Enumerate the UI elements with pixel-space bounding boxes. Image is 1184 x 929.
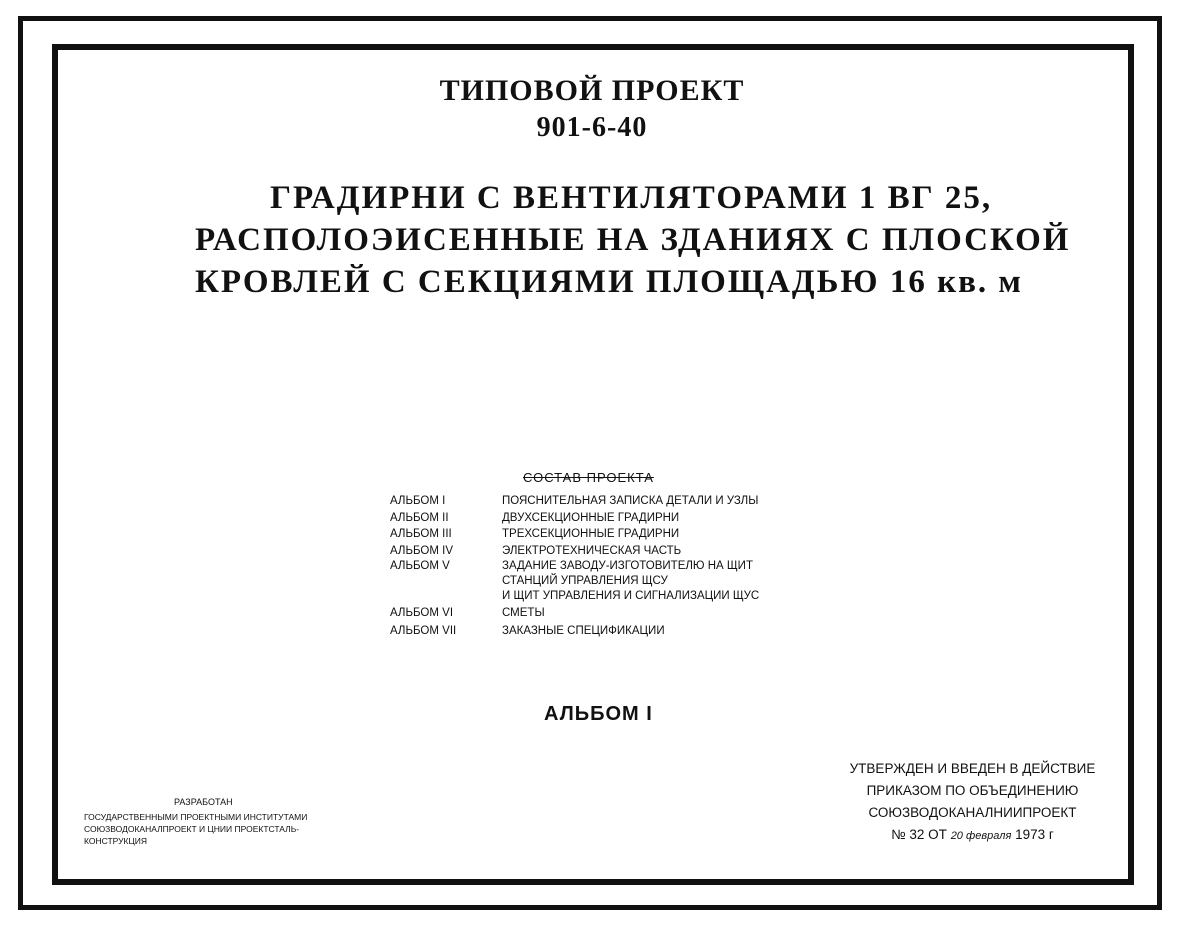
approval-order	[840, 824, 1105, 847]
approval-line-2: ПРИКАЗОМ ПО ОБЪЕДИНЕНИЮ	[866, 783, 1079, 798]
album-desc: ТРЕХСЕКЦИОННЫЕ ГРАДИРНИ	[502, 528, 680, 540]
developer-line-1: ГОСУДАРСТВЕННЫМИ ПРОЕКТНЫМИ ИНСТИТУТАМИ	[84, 812, 308, 822]
order-date: 20 февраля	[950, 830, 1012, 842]
album-name: АЛЬБОМ VI	[390, 607, 454, 619]
album-desc: ЗАДАНИЕ ЗАВОДУ-ИЗГОТОВИТЕЛЮ НА ЩИТ	[502, 560, 753, 572]
album-desc: ПОЯСНИТЕЛЬНАЯ ЗАПИСКА ДЕТАЛИ И УЗЛЫ	[502, 495, 759, 507]
title-line-3: КРОВЛЕЙ С СЕКЦИЯМИ ПЛОЩАДЬЮ 16 кв. м	[195, 264, 1023, 300]
album-desc: И ЩИТ УПРАВЛЕНИЯ И СИГНАЛИЗАЦИИ ЩУС	[502, 590, 760, 602]
developer-block	[84, 796, 307, 847]
composition-title: СОСТАВ ПРОЕКТА	[523, 470, 654, 485]
project-type: ТИПОВОЙ ПРОЕКТ	[439, 74, 745, 107]
approval-line-3: СОЮЗВОДОКАНАЛНИИПРОЕКТ	[868, 805, 1077, 820]
developer-head: РАЗРАБОТАН	[174, 797, 233, 807]
album-name: АЛЬБОМ IV	[390, 545, 454, 557]
order-year: 1973 г	[1015, 827, 1054, 842]
album-name: АЛЬБОМ II	[390, 512, 449, 524]
album-desc: СТАНЦИЙ УПРАВЛЕНИЯ ЩСУ	[502, 575, 668, 587]
approval-line-1: УТВЕРЖДЕН И ВВЕДЕН В ДЕЙСТВИЕ	[849, 761, 1096, 776]
developer-line-2: СОЮЗВОДОКАНАЛПРОЕКТ И ЦНИИ ПРОЕКТСТАЛЬ-	[84, 824, 300, 834]
developer-line-3: КОНСТРУКЦИЯ	[84, 836, 148, 846]
album-name: АЛЬБОМ III	[390, 528, 452, 540]
approval-block	[840, 758, 1105, 847]
album-name: АЛЬБОМ VII	[390, 625, 457, 637]
album-name: АЛЬБОМ I	[390, 495, 446, 507]
title-line-1: ГРАДИРНИ С ВЕНТИЛЯТОРАМИ 1 ВГ 25,	[270, 180, 993, 216]
album-desc: ДВУХСЕКЦИОННЫЕ ГРАДИРНИ	[502, 512, 680, 524]
album-name: АЛЬБОМ V	[390, 560, 450, 572]
album-desc: ЗАКАЗНЫЕ СПЕЦИФИКАЦИИ	[502, 625, 665, 637]
album-desc: СМЕТЫ	[502, 607, 545, 619]
order-number: № 32 ОТ	[891, 827, 947, 842]
album-desc: ЭЛЕКТРОТЕХНИЧЕСКАЯ ЧАСТЬ	[502, 545, 682, 557]
project-number: 901-6-40	[536, 112, 648, 143]
title-line-2: РАСПОЛОЭИСЕННЫЕ НА ЗДАНИЯХ С ПЛОСКОЙ	[195, 222, 1071, 258]
current-album-label: АЛЬБОМ I	[544, 703, 653, 725]
